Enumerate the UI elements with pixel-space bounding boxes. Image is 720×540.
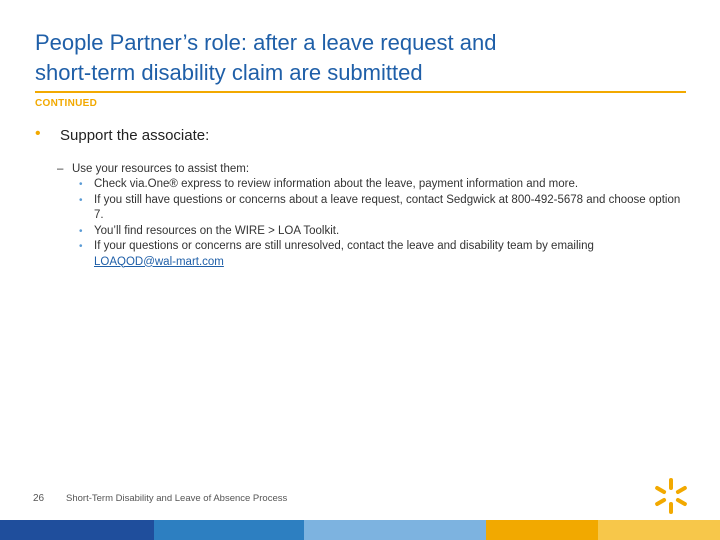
bullet-icon: • [79,194,83,206]
bullet-dot-icon: • [35,125,41,142]
list-item [79,224,687,240]
slide-title [35,28,675,88]
sub-bullet-text: Use your resources to assist them: [72,163,250,175]
sub-bullet-block [57,162,687,270]
page-number: 26 [33,493,45,504]
bullet-icon: • [79,225,83,237]
color-bar-segment [304,520,486,540]
list-item-text: If your questions or concerns are still unresolved, contact the leave and disability team by emailing [94,240,594,252]
bullet-icon: • [79,179,83,190]
continued-label: CONTINUED [35,98,98,109]
slide-title-line-2: short-term disability claim are submitted [35,60,423,85]
dash-icon: – [57,163,64,175]
list-item [79,177,687,193]
slide-title-line-1: People Partner’s role: after a leave request and [35,30,497,55]
color-bar-segment [486,520,598,540]
list-item-text: If you still have questions or concerns about a leave request, contact Sedgwick at 800-492-5678 and choose option 7. [94,193,681,221]
list-item [79,239,687,270]
list-item [79,193,687,224]
title-divider [35,91,686,93]
main-bullet-text: Support the associate: [60,127,210,144]
footer-text: Short-Term Disability and Leave of Absence Process [66,493,288,504]
list-item-text: Check via.One® express to review information about the leave, payment information and more. [94,178,579,190]
email-link[interactable]: LOAQOD@wal-mart.com [94,255,224,268]
color-bar-segment [154,520,304,540]
list-item-text: You’ll find resources on the WIRE > LOA Toolkit. [94,224,340,237]
color-bar-segment [0,520,154,540]
resource-list [57,177,687,270]
walmart-spark-icon [651,476,691,516]
bullet-icon: • [79,241,83,252]
sub-bullet [57,162,687,177]
footer-color-bar [0,520,720,540]
color-bar-segment [598,520,720,540]
